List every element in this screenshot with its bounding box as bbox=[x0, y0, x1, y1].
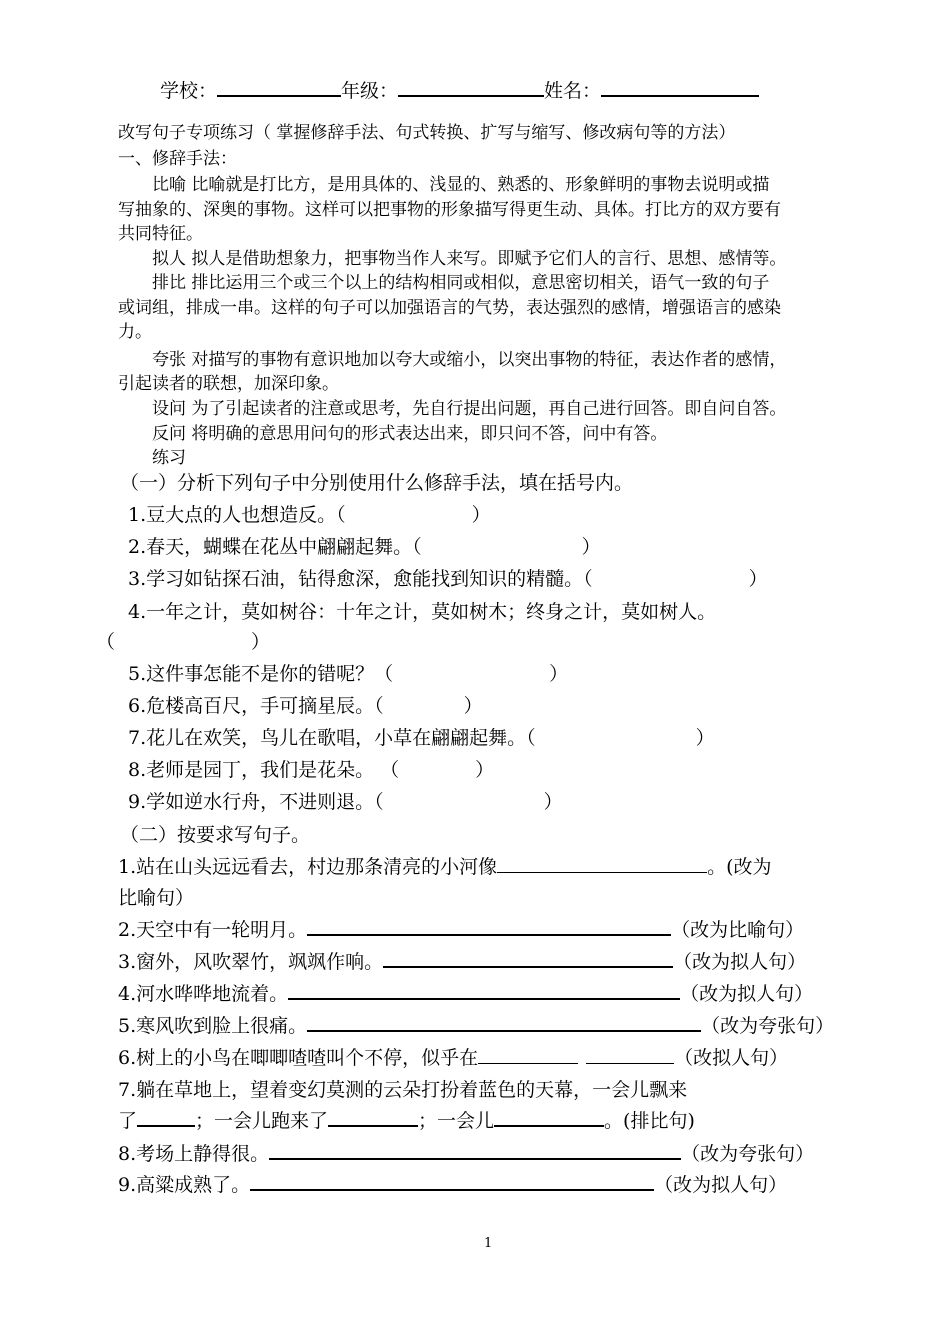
answer-line[interactable] bbox=[586, 1062, 674, 1064]
answer-line[interactable] bbox=[494, 1124, 604, 1127]
name-field[interactable] bbox=[601, 94, 759, 97]
school-label: 学校： bbox=[160, 80, 218, 102]
answer-line[interactable] bbox=[497, 871, 707, 873]
answer-line[interactable] bbox=[137, 1124, 195, 1127]
list-item: 4.河水哗哗地流着。 （改为拟人句） bbox=[118, 983, 814, 1005]
list-item: 8.老师是园丁，我们是花朵。 （ ） bbox=[128, 759, 495, 781]
worksheet-title: 改写句子专项练习（ 掌握修辞手法、句式转换、扩写与缩写、修改病句等的方法） bbox=[118, 123, 736, 143]
name-label: 姓名： bbox=[544, 80, 602, 102]
list-item: 7.花儿在欢笑，鸟儿在歌唱，小草在翩翩起舞。（ ） bbox=[128, 727, 715, 749]
list-item: 9.学如逆水行舟，不进则退。（ ） bbox=[128, 791, 563, 813]
list-item: 6.树上的小鸟在唧唧喳喳叫个不停，似乎在 （改拟人句） bbox=[118, 1047, 789, 1069]
list-item: 4.一年之计，莫如树谷：十年之计，莫如树木；终身之计，莫如树人。 bbox=[128, 601, 717, 623]
rhetorical-def: 反问 将明确的意思用问句的形式表达出来，即只问不答，问中有答。 bbox=[152, 424, 668, 444]
list-item-continuation: 比喻句） bbox=[118, 887, 195, 909]
simile-def-line1: 比喻 比喻就是打比方，是用具体的、浅显的、熟悉的、形象鲜明的事物去说明或描 bbox=[152, 175, 770, 195]
list-item: 2.春天，蝴蝶在花丛中翩翩起舞。（ ） bbox=[128, 536, 601, 558]
list-item-continuation: 了 ；一会儿跑来了 ；一会儿 。(排比句) bbox=[118, 1110, 695, 1132]
answer-line[interactable] bbox=[328, 1124, 418, 1127]
hyperbole-def-line1: 夸张 对描写的事物有意识地加以夸大或缩小，以突出事物的特征，表达作者的感情， bbox=[152, 350, 787, 370]
part1-heading: （一）分析下列句子中分别使用什么修辞手法，填在括号内。 bbox=[120, 472, 634, 494]
section-heading-rhetoric: 一、修辞手法： bbox=[118, 149, 237, 169]
header-row bbox=[160, 76, 759, 103]
hyperbole-def-line2: 引起读者的联想，加深印象。 bbox=[118, 374, 339, 394]
list-item: 7.躺在草地上，望着变幻莫测的云朵打扮着蓝色的天幕，一会儿飘来 bbox=[118, 1079, 688, 1101]
answer-line[interactable] bbox=[307, 933, 671, 936]
school-field[interactable] bbox=[217, 94, 341, 97]
list-item: 5.这件事怎能不是你的错呢？（ ） bbox=[128, 663, 569, 685]
grade-field[interactable] bbox=[398, 94, 544, 97]
simile-def-line2: 写抽象的、深奥的事物。这样可以把事物的形象描写得更生动、具体。打比方的双方要有 bbox=[118, 200, 781, 220]
list-item: 1.豆大点的人也想造反。（ ） bbox=[128, 504, 491, 526]
answer-line[interactable] bbox=[383, 965, 673, 968]
list-item: 9.高粱成熟了。 （改为拟人句） bbox=[118, 1174, 788, 1196]
simile-def-line3: 共同特征。 bbox=[118, 224, 203, 244]
list-item: 1.站在山头远远看去，村边那条清亮的小河像 。(改为 bbox=[118, 856, 772, 878]
answer-line[interactable] bbox=[288, 997, 680, 1000]
practice-label: 练习 bbox=[152, 448, 186, 468]
parallelism-def-line1: 排比 排比运用三个或三个以上的结构相同或相似，意思密切相关，语气一致的句子 bbox=[152, 273, 770, 293]
list-item: 3.学习如钻探石油，钻得愈深，愈能找到知识的精髓。（ ） bbox=[128, 568, 768, 590]
list-item: 8.考场上静得很。 （改为夸张句） bbox=[118, 1143, 815, 1165]
part2-heading: （二）按要求写句子。 bbox=[120, 824, 311, 846]
list-item: 5.寒风吹到脸上很痛。 （改为夸张句） bbox=[118, 1015, 835, 1037]
list-item-continuation: （ ） bbox=[96, 631, 271, 653]
answer-line[interactable] bbox=[478, 1062, 578, 1064]
list-item: 3.窗外，风吹翠竹，飒飒作响。 （改为拟人句） bbox=[118, 951, 807, 973]
list-item: 2.天空中有一轮明月。 （改为比喻句） bbox=[118, 919, 805, 941]
grade-label: 年级： bbox=[341, 80, 399, 102]
parallelism-def-line3: 力。 bbox=[118, 322, 152, 342]
personification-def: 拟人 拟人是借助想象力，把事物当作人来写。即赋予它们人的言行、思想、感情等。 bbox=[152, 249, 787, 269]
page-number: 1 bbox=[484, 1236, 493, 1251]
answer-line[interactable] bbox=[269, 1157, 681, 1160]
question-def: 设问 为了引起读者的注意或思考，先自行提出问题，再自己进行回答。即自问自答。 bbox=[152, 399, 787, 419]
answer-line[interactable] bbox=[250, 1188, 654, 1191]
list-item: 6.危楼高百尺，手可摘星辰。（ ） bbox=[128, 695, 483, 717]
parallelism-def-line2: 或词组，排成一串。这样的句子可以加强语言的气势，表达强烈的感情，增强语言的感染 bbox=[118, 298, 781, 318]
answer-line[interactable] bbox=[307, 1029, 701, 1032]
